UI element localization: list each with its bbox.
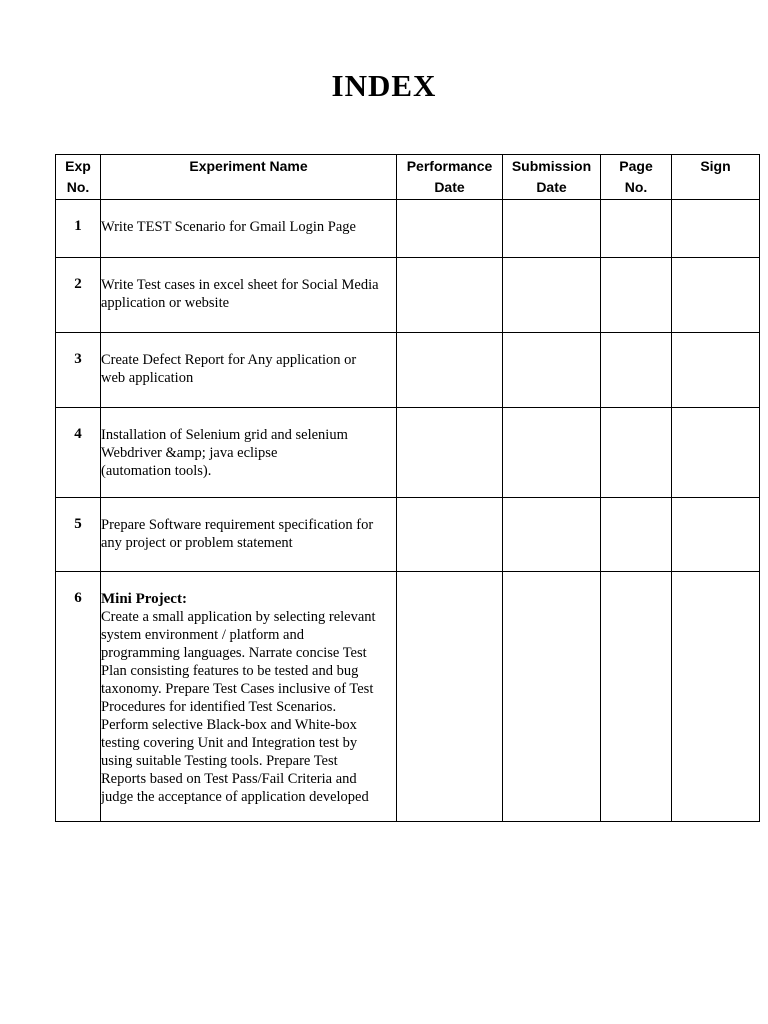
- experiment-name-line: application or website: [101, 295, 230, 311]
- table-row: [56, 200, 760, 258]
- page-no-cell[interactable]: [601, 498, 672, 572]
- experiment-name-line: Perform selective Black-box and White-box: [101, 717, 357, 733]
- exp-number: 5: [56, 498, 101, 572]
- experiment-name-line: any project or problem statement: [101, 535, 293, 551]
- experiment-name-line: Procedures for identified Test Scenarios.: [101, 699, 337, 715]
- experiment-name: [101, 200, 397, 258]
- header-page-no: [601, 155, 672, 200]
- submission-date-cell[interactable]: [503, 258, 601, 333]
- mini-project-heading: Mini Project:: [101, 591, 187, 607]
- experiment-name-line: using suitable Testing tools. Prepare Test: [101, 753, 338, 769]
- experiment-name-line: (automation tools).: [101, 463, 212, 479]
- page-title: INDEX: [331, 68, 437, 103]
- experiment-name: [101, 258, 397, 333]
- table-row: [56, 572, 760, 822]
- experiment-name-line: judge the acceptance of application developed: [101, 789, 369, 805]
- experiment-name-line: programming languages. Narrate concise Test: [101, 645, 367, 661]
- exp-number: 3: [56, 333, 101, 408]
- exp-number: 2: [56, 258, 101, 333]
- header-page-no-line2: No.: [624, 179, 648, 195]
- header-performance-date-line2: Date: [434, 179, 465, 195]
- header-submission-date: [503, 155, 601, 200]
- experiment-name-line: Reports based on Test Pass/Fail Criteria and: [101, 771, 357, 787]
- table-row: [56, 408, 760, 498]
- header-experiment-name: [101, 155, 397, 200]
- performance-date-cell[interactable]: [397, 498, 503, 572]
- experiment-name: [101, 333, 397, 408]
- experiment-name-line: Plan consisting features to be tested and bug: [101, 663, 359, 679]
- header-performance-date: [397, 155, 503, 200]
- exp-number: 1: [56, 200, 101, 258]
- sign-cell[interactable]: [672, 258, 760, 333]
- performance-date-cell[interactable]: [397, 200, 503, 258]
- experiment-name: [101, 408, 397, 498]
- header-sign: [672, 155, 760, 200]
- page-no-cell[interactable]: [601, 572, 672, 822]
- experiment-name-line: Installation of Selenium grid and selenium: [101, 427, 348, 443]
- header-submission-date-line2: Date: [536, 179, 567, 195]
- header-row: [56, 155, 760, 200]
- experiment-name-line: Create a small application by selecting relevant: [101, 609, 376, 625]
- header-exp-no-line2: No.: [66, 179, 90, 195]
- header-exp-no-line1: Exp: [65, 158, 91, 174]
- experiment-name-line: testing covering Unit and Integration test by: [101, 735, 358, 751]
- submission-date-cell[interactable]: [503, 200, 601, 258]
- header-submission-date-line1: Submission: [511, 158, 592, 174]
- submission-date-cell[interactable]: [503, 572, 601, 822]
- experiment-name-line: Write Test cases in excel sheet for Social Media: [101, 277, 379, 293]
- experiment-name-line: Prepare Software requirement specification for: [101, 517, 374, 533]
- header-page-no-line1: Page: [619, 158, 653, 174]
- sign-cell[interactable]: [672, 333, 760, 408]
- performance-date-cell[interactable]: [397, 408, 503, 498]
- header-sign-line1: Sign: [700, 158, 731, 174]
- header-performance-date-line1: Performance: [406, 158, 493, 174]
- table-row: [56, 498, 760, 572]
- page-no-cell[interactable]: [601, 333, 672, 408]
- sign-cell[interactable]: [672, 408, 760, 498]
- sign-cell[interactable]: [672, 200, 760, 258]
- index-table: [55, 154, 760, 822]
- header-exp-no: [56, 155, 101, 200]
- experiment-name-line: system environment / platform and: [101, 627, 304, 643]
- exp-number: 4: [56, 408, 101, 498]
- performance-date-cell[interactable]: [397, 258, 503, 333]
- experiment-name-line: taxonomy. Prepare Test Cases inclusive of Test: [101, 681, 374, 697]
- table-row: [56, 258, 760, 333]
- table-row: [56, 333, 760, 408]
- page-no-cell[interactable]: [601, 408, 672, 498]
- performance-date-cell[interactable]: [397, 572, 503, 822]
- performance-date-cell[interactable]: [397, 333, 503, 408]
- submission-date-cell[interactable]: [503, 498, 601, 572]
- experiment-name: [101, 572, 397, 822]
- experiment-name: [101, 498, 397, 572]
- header-experiment-name-line1: Experiment Name: [189, 158, 308, 174]
- experiment-name-line: Write TEST Scenario for Gmail Login Page: [101, 219, 356, 235]
- experiment-name-line: Webdriver &amp; java eclipse: [101, 445, 278, 461]
- exp-number: 6: [56, 572, 101, 822]
- page-no-cell[interactable]: [601, 200, 672, 258]
- experiment-name-line: Create Defect Report for Any application or: [101, 352, 357, 368]
- page-no-cell[interactable]: [601, 258, 672, 333]
- submission-date-cell[interactable]: [503, 408, 601, 498]
- sign-cell[interactable]: [672, 498, 760, 572]
- sign-cell[interactable]: [672, 572, 760, 822]
- submission-date-cell[interactable]: [503, 333, 601, 408]
- experiment-name-line: web application: [101, 370, 194, 386]
